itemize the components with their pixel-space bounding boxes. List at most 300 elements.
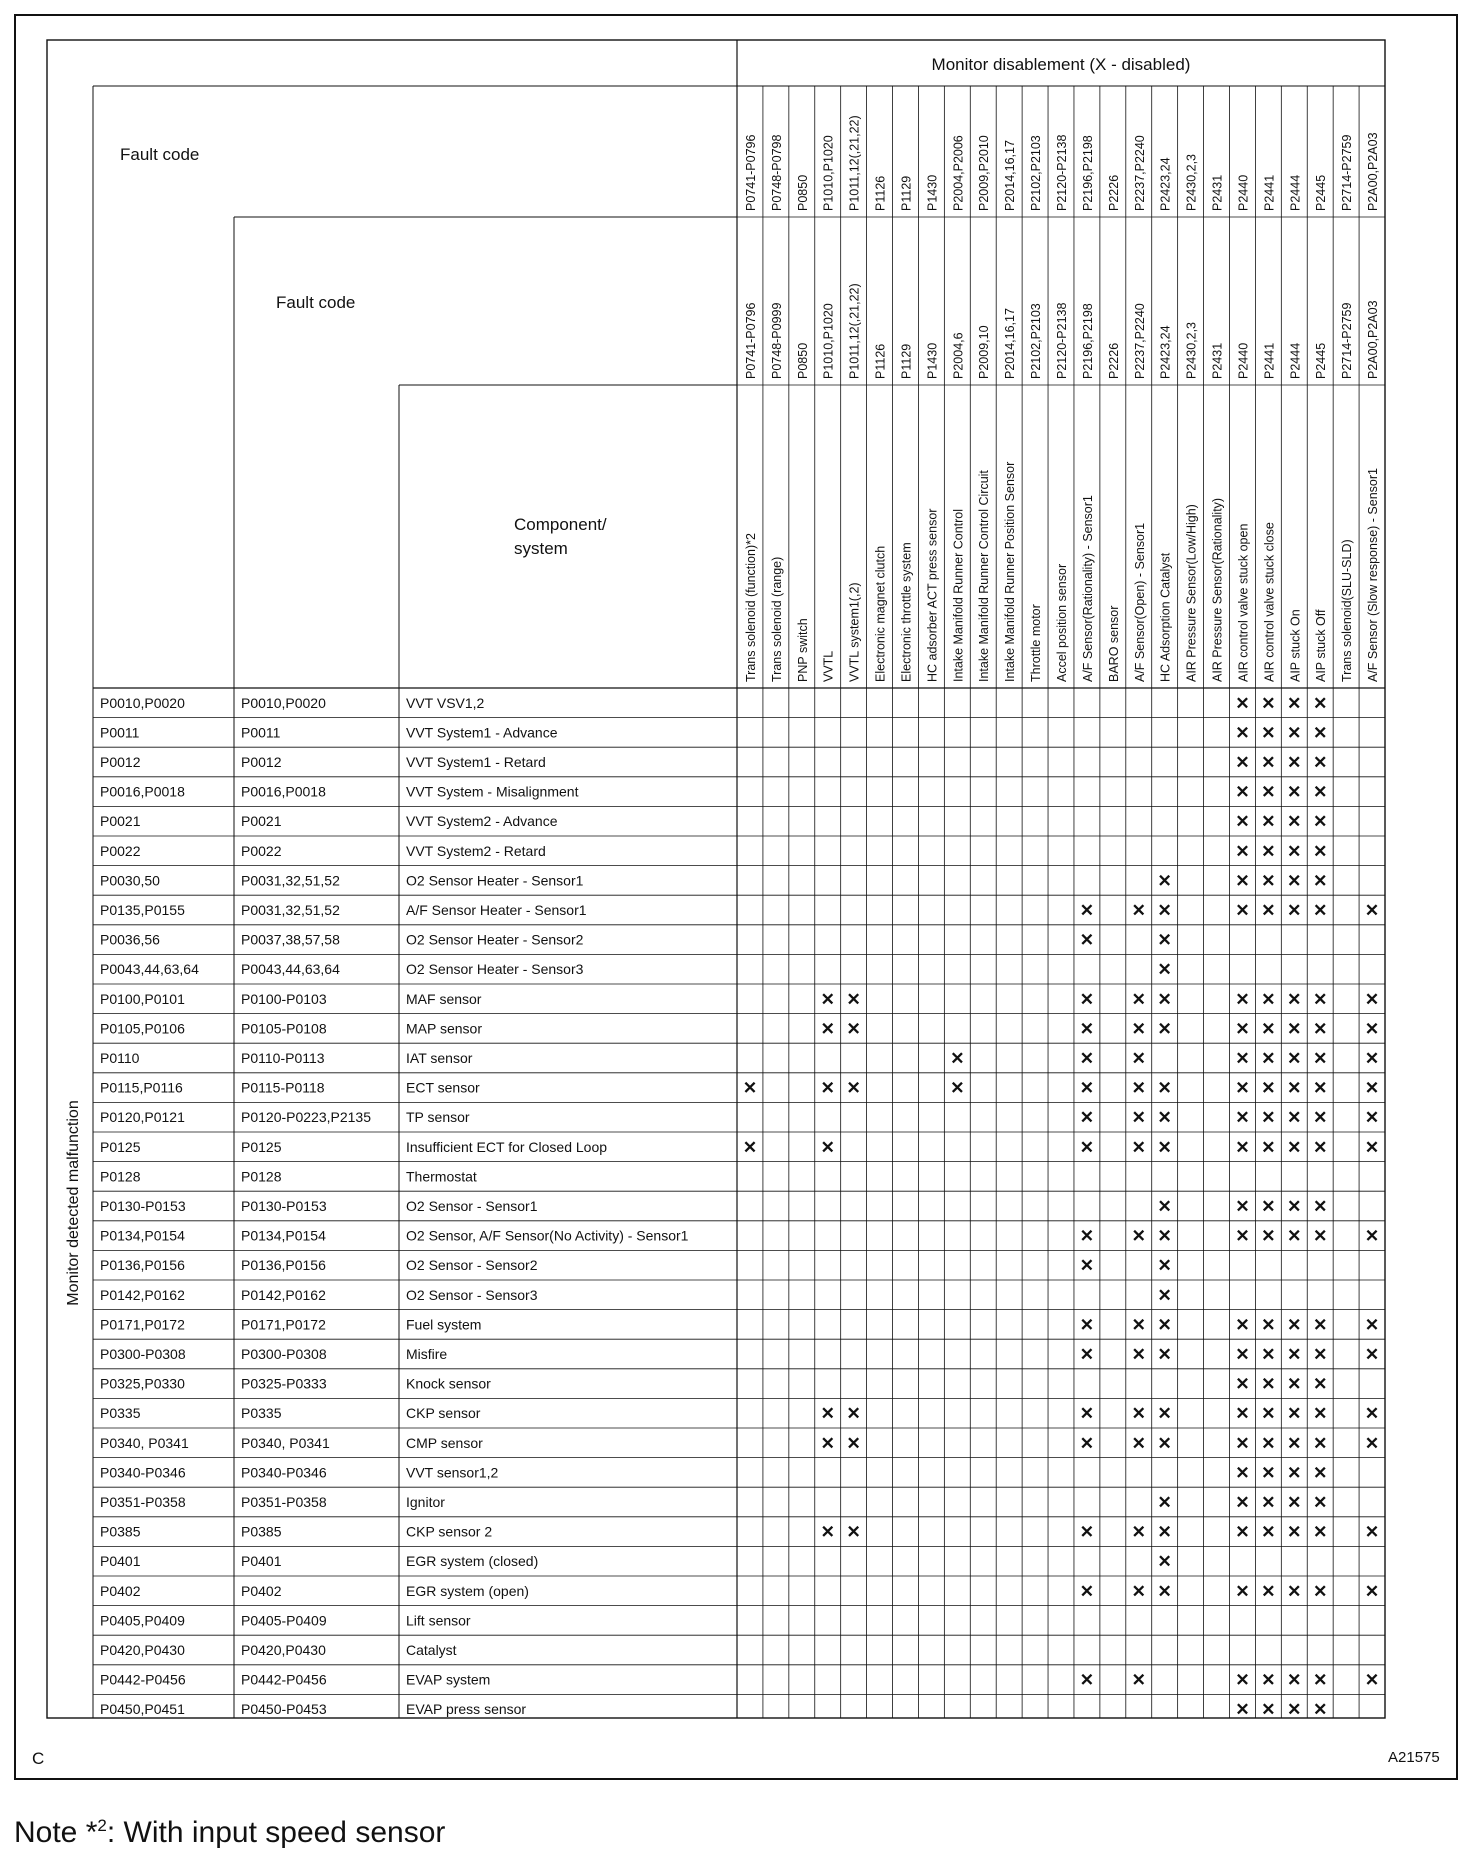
disabled-mark: ✕ (1261, 1670, 1276, 1690)
disabled-mark: ✕ (1235, 1049, 1250, 1068)
disabled-mark: ✕ (1157, 1522, 1172, 1542)
disabled-mark: ✕ (1235, 841, 1250, 861)
row-fault-code: P0450,P0451 (100, 1701, 185, 1718)
disabled-mark: ✕ (1235, 989, 1250, 1009)
column-code-1: P1011,12(,21,22) (847, 115, 862, 211)
disabled-mark: ✕ (1261, 841, 1276, 861)
disabled-mark: ✕ (846, 1078, 861, 1098)
column-code-2: P2714-P2759 (1340, 302, 1355, 379)
column-code-2: P2444 (1288, 342, 1303, 379)
disabled-mark: ✕ (1235, 1226, 1250, 1246)
disabled-mark: ✕ (1287, 723, 1302, 743)
row-fault-code: P0010,P0020 (100, 694, 185, 711)
disabled-mark: ✕ (1287, 1522, 1302, 1542)
disabled-mark: ✕ (1313, 1493, 1328, 1512)
disabled-mark: ✕ (1131, 1433, 1146, 1453)
row-fault-code: P0340, P0341 (100, 1434, 189, 1451)
disabled-mark: ✕ (1261, 1522, 1276, 1542)
disabled-mark: ✕ (1131, 1581, 1146, 1601)
disabled-mark: ✕ (1157, 1019, 1172, 1039)
row-component: EVAP press sensor (406, 1701, 527, 1718)
figure-reference-code: A21575 (1388, 1749, 1440, 1766)
disabled-mark: ✕ (1131, 1226, 1146, 1246)
row-fault-subcode: P0402 (241, 1582, 282, 1599)
column-code-2: P0850 (795, 342, 810, 379)
column-component-name: Trans solenoid (range) (769, 556, 784, 682)
row-component: VVT VSV1,2 (406, 694, 485, 711)
disabled-mark: ✕ (1313, 1581, 1328, 1601)
row-fault-code: P0036,56 (100, 931, 160, 948)
disabled-mark: ✕ (1287, 901, 1302, 920)
disabled-mark: ✕ (820, 1433, 835, 1453)
column-code-2: P2445 (1314, 342, 1329, 379)
disabled-mark: ✕ (1313, 1670, 1328, 1690)
disabled-mark: ✕ (1287, 1670, 1302, 1690)
disabled-mark: ✕ (1131, 1108, 1146, 1128)
column-code-2: P1129 (899, 343, 914, 379)
disabled-mark: ✕ (1079, 1315, 1095, 1335)
disabled-mark: ✕ (1287, 989, 1302, 1009)
disabled-mark: ✕ (1313, 1078, 1328, 1098)
disabled-mark: ✕ (1079, 1226, 1095, 1246)
disabled-mark: ✕ (1313, 1049, 1328, 1068)
disabled-mark: ✕ (1364, 1433, 1380, 1453)
disabled-mark: ✕ (1287, 1404, 1302, 1424)
disabled-mark: ✕ (1313, 1463, 1328, 1483)
disabled-mark: ✕ (1364, 1137, 1380, 1157)
column-component-name: Intake Manifold Runner Control (951, 508, 966, 682)
row-component: Fuel system (406, 1316, 482, 1333)
row-fault-subcode: P0351-P0358 (241, 1494, 327, 1510)
disabled-mark: ✕ (1235, 1137, 1250, 1157)
column-code-1: P2430,2,3 (1184, 154, 1199, 211)
row-component: Knock sensor (406, 1375, 491, 1392)
row-fault-subcode: P0022 (241, 842, 282, 859)
row-component: O2 Sensor - Sensor1 (406, 1198, 538, 1214)
row-fault-code: P0136,P0156 (100, 1257, 185, 1274)
disabled-mark: ✕ (1364, 1670, 1380, 1690)
row-component: O2 Sensor Heater - Sensor2 (406, 931, 584, 948)
disabled-mark: ✕ (1235, 1108, 1250, 1128)
column-code-1: P2A00,P2A03 (1366, 132, 1381, 211)
disabled-mark: ✕ (820, 1019, 835, 1039)
column-code-2: P2004,6 (951, 332, 966, 379)
disabled-mark: ✕ (1287, 812, 1302, 832)
disabled-mark: ✕ (1157, 1226, 1172, 1246)
disabled-mark: ✕ (1313, 1315, 1328, 1335)
row-fault-code: P0011 (100, 724, 140, 741)
disabled-mark: ✕ (1235, 1670, 1250, 1690)
row-fault-subcode: P0010,P0020 (241, 694, 326, 711)
row-component: EGR system (closed) (406, 1553, 539, 1570)
disabled-mark: ✕ (1235, 1493, 1250, 1512)
disabled-mark: ✕ (1313, 1108, 1328, 1128)
disabled-mark: ✕ (1235, 871, 1250, 891)
row-component: Misfire (406, 1346, 448, 1362)
row-fault-subcode: P0134,P0154 (241, 1227, 326, 1244)
row-fault-code: P0335 (100, 1405, 141, 1422)
row-fault-code: P0012 (100, 754, 141, 770)
note-text: : With input speed sensor (106, 1816, 446, 1849)
row-fault-code: P0171,P0172 (100, 1316, 185, 1333)
column-code-1: P2714-P2759 (1340, 134, 1355, 211)
disabled-mark: ✕ (846, 1433, 861, 1453)
disabled-mark: ✕ (1261, 1581, 1276, 1601)
column-code-2: P2237,P2240 (1132, 303, 1147, 379)
row-component: TP sensor (406, 1109, 470, 1126)
column-component-name: VVTL system1(,2) (847, 582, 862, 682)
row-fault-subcode: P0021 (241, 813, 282, 830)
row-fault-subcode: P0043,44,63,64 (241, 961, 340, 978)
row-component: VVT System2 - Retard (406, 842, 546, 859)
column-code-1: P2102,P2103 (1029, 135, 1044, 211)
row-fault-subcode: P0130-P0153 (241, 1198, 327, 1214)
disabled-mark: ✕ (1287, 1581, 1302, 1601)
disabled-mark: ✕ (1131, 989, 1146, 1009)
disabled-mark: ✕ (1079, 1433, 1095, 1453)
disabled-mark: ✕ (1313, 753, 1328, 772)
column-code-1: P0850 (795, 174, 810, 211)
disabled-mark: ✕ (1287, 1049, 1302, 1068)
disabled-mark: ✕ (1261, 1493, 1276, 1512)
column-code-1: P2440 (1236, 174, 1251, 211)
disabled-mark: ✕ (1287, 1493, 1302, 1512)
disabled-mark: ✕ (1287, 1700, 1302, 1720)
row-fault-code: P0105,P0106 (100, 1020, 185, 1037)
disabled-mark: ✕ (1157, 1285, 1172, 1305)
disabled-mark: ✕ (1157, 989, 1172, 1009)
row-component: Lift sensor (406, 1612, 471, 1629)
column-component-name: AIR Pressure Sensor(Rationality) (1210, 497, 1225, 682)
disabled-mark: ✕ (1313, 901, 1328, 920)
column-component-name: AIR control valve stuck close (1262, 522, 1277, 682)
row-component: VVT System1 - Retard (406, 754, 546, 770)
component-header-2: system (514, 539, 568, 558)
disabled-mark: ✕ (1235, 1433, 1250, 1453)
disabled-mark: ✕ (1313, 1522, 1328, 1542)
column-code-1: P2441 (1262, 174, 1277, 211)
column-component-name: A/F Sensor(Rationality) - Sensor1 (1080, 495, 1095, 682)
row-fault-subcode: P0031,32,51,52 (241, 902, 340, 918)
disabled-mark: ✕ (1157, 901, 1172, 920)
disabled-mark: ✕ (1235, 1078, 1250, 1098)
column-component-name: Intake Manifold Runner Position Sensor (1003, 461, 1018, 682)
row-fault-subcode: P0136,P0156 (241, 1257, 326, 1274)
column-code-1: P2196,P2198 (1080, 135, 1095, 211)
corner-letter: C (32, 1749, 45, 1768)
side-label: Monitor detected malfunction (65, 1100, 82, 1306)
column-code-2: P2196,P2198 (1080, 303, 1095, 379)
row-component: Thermostat (406, 1168, 477, 1185)
disabled-mark: ✕ (1313, 1700, 1328, 1720)
disabled-mark: ✕ (1157, 1256, 1172, 1276)
disabled-mark: ✕ (1157, 1078, 1172, 1098)
disabled-mark: ✕ (1157, 960, 1172, 980)
row-component: MAP sensor (406, 1020, 482, 1037)
column-code-2: P2441 (1262, 342, 1277, 379)
row-fault-code: P0351-P0358 (100, 1494, 186, 1510)
row-component: VVT System1 - Advance (406, 724, 558, 741)
disabled-mark: ✕ (1157, 871, 1172, 891)
row-component: EGR system (open) (406, 1582, 529, 1599)
row-fault-subcode: P0031,32,51,52 (241, 872, 340, 889)
row-component: IAT sensor (406, 1050, 473, 1066)
row-fault-code: P0043,44,63,64 (100, 961, 199, 978)
column-code-2: P2014,16,17 (1003, 308, 1018, 379)
disabled-mark: ✕ (1261, 1049, 1276, 1068)
disabled-mark: ✕ (1131, 1019, 1146, 1039)
disabled-mark: ✕ (1261, 1404, 1276, 1424)
row-fault-code: P0115,P0116 (100, 1079, 183, 1096)
row-fault-code: P0125 (100, 1138, 141, 1155)
disabled-mark: ✕ (1287, 1345, 1302, 1364)
disabled-mark: ✕ (1313, 1433, 1328, 1453)
row-fault-code: P0130-P0153 (100, 1198, 186, 1214)
disabled-mark: ✕ (1287, 1019, 1302, 1039)
row-fault-code: P0442-P0456 (100, 1671, 186, 1688)
disabled-mark: ✕ (1313, 1404, 1328, 1424)
disabled-mark: ✕ (1364, 1522, 1380, 1542)
row-fault-subcode: P0450-P0453 (241, 1701, 327, 1718)
column-code-1: P0748-P0798 (769, 134, 784, 211)
disabled-mark: ✕ (1287, 693, 1302, 713)
column-code-2: P1010,P1020 (821, 303, 836, 379)
column-code-1: P1430 (925, 174, 940, 211)
row-fault-code: P0142,P0162 (100, 1286, 185, 1303)
disabled-mark: ✕ (1364, 1404, 1380, 1424)
disabled-mark: ✕ (1131, 1522, 1146, 1542)
disabled-mark: ✕ (1261, 782, 1276, 802)
disabled-mark: ✕ (1261, 1433, 1276, 1453)
row-fault-subcode: P0442-P0456 (241, 1671, 327, 1688)
disabled-mark: ✕ (1261, 1226, 1276, 1246)
disabled-mark: ✕ (1364, 901, 1380, 920)
disabled-mark: ✕ (1235, 693, 1250, 713)
disabled-mark: ✕ (1235, 1374, 1250, 1394)
column-component-name: A/F Sensor(Open) - Sensor1 (1132, 522, 1147, 682)
disabled-mark: ✕ (1287, 1433, 1302, 1453)
disabled-mark: ✕ (1287, 782, 1302, 802)
disabled-mark: ✕ (1261, 1019, 1276, 1039)
disabled-mark: ✕ (1079, 1078, 1095, 1098)
disabled-mark: ✕ (1079, 1345, 1095, 1364)
disabled-mark: ✕ (820, 1078, 835, 1098)
row-fault-subcode: P0340-P0346 (241, 1464, 327, 1481)
footnote (14, 1816, 445, 1850)
row-component: CKP sensor 2 (406, 1523, 493, 1540)
row-fault-code: P0405,P0409 (100, 1612, 185, 1629)
row-fault-code: P0030,50 (100, 872, 160, 889)
disabled-mark: ✕ (1131, 1049, 1146, 1068)
disabled-mark: ✕ (1235, 782, 1250, 802)
disabled-mark: ✕ (1131, 1315, 1146, 1335)
note-superscript: 2 (97, 1816, 107, 1835)
disabled-mark: ✕ (1235, 753, 1250, 772)
disabled-mark: ✕ (1313, 1019, 1328, 1039)
disabled-mark: ✕ (1079, 1522, 1095, 1542)
disabled-mark: ✕ (742, 1137, 758, 1157)
disabled-mark: ✕ (1079, 1404, 1095, 1424)
row-component: O2 Sensor, A/F Sensor(No Activity) - Sensor1 (406, 1227, 689, 1244)
row-fault-subcode: P0128 (241, 1168, 282, 1185)
row-fault-code: P0022 (100, 842, 141, 859)
column-code-1: P2226 (1106, 174, 1121, 211)
disabled-mark: ✕ (1313, 693, 1328, 713)
column-code-1: P2014,16,17 (1003, 140, 1018, 211)
row-component: Ignitor (406, 1494, 445, 1510)
disabled-mark: ✕ (1157, 1493, 1172, 1512)
disabled-mark: ✕ (1131, 1670, 1146, 1690)
row-fault-code: P0402 (100, 1582, 141, 1599)
disabled-mark: ✕ (1287, 1197, 1302, 1216)
disabled-mark: ✕ (1235, 1019, 1250, 1039)
column-component-name: AIP stuck On (1288, 609, 1303, 682)
disabled-mark: ✕ (1157, 1197, 1172, 1216)
row-fault-subcode: P0011 (241, 724, 281, 741)
disabled-mark: ✕ (1131, 1404, 1146, 1424)
disabled-mark: ✕ (1079, 1256, 1095, 1276)
column-component-name: Electronic throttle system (899, 542, 914, 682)
disabled-mark: ✕ (1313, 723, 1328, 743)
row-fault-code: P0110 (100, 1050, 140, 1066)
row-fault-subcode: P0300-P0308 (241, 1346, 327, 1362)
fault-code-header: Fault code (120, 145, 200, 164)
disabled-mark: ✕ (1313, 1137, 1328, 1157)
row-component: Catalyst (406, 1642, 457, 1658)
disabled-mark: ✕ (1235, 812, 1250, 832)
disabled-mark: ✕ (1287, 1137, 1302, 1157)
disabled-mark: ✕ (1364, 1049, 1380, 1068)
column-code-2: P2A00,P2A03 (1366, 300, 1381, 379)
disabled-mark: ✕ (1157, 1581, 1172, 1601)
column-code-1: P2120-P2138 (1055, 134, 1069, 211)
row-component: VVT System - Misalignment (406, 783, 579, 800)
row-fault-code: P0420,P0430 (100, 1642, 185, 1658)
disabled-mark: ✕ (1364, 1019, 1380, 1039)
row-fault-subcode: P0142,P0162 (241, 1286, 326, 1303)
disabled-mark: ✕ (1157, 1433, 1172, 1453)
row-fault-subcode: P0105-P0108 (241, 1020, 327, 1037)
column-code-1: P1126 (873, 175, 888, 211)
column-code-2: P2440 (1236, 342, 1251, 379)
disabled-mark: ✕ (1287, 1463, 1302, 1483)
disabled-mark: ✕ (1313, 812, 1328, 832)
disabled-mark: ✕ (820, 989, 835, 1009)
disabled-mark: ✕ (1364, 1315, 1380, 1335)
column-component-name: HC Adsorption Catalyst (1158, 552, 1173, 682)
disabled-mark: ✕ (1235, 723, 1250, 743)
row-component: O2 Sensor Heater - Sensor3 (406, 961, 584, 978)
row-component: O2 Sensor Heater - Sensor1 (406, 872, 584, 889)
disabled-mark: ✕ (1261, 723, 1276, 743)
disabled-mark: ✕ (1261, 753, 1276, 772)
column-component-name: Throttle motor (1029, 604, 1044, 682)
disabled-mark: ✕ (1261, 1463, 1276, 1483)
column-component-name: Intake Manifold Runner Control Circuit (977, 470, 992, 682)
row-component: VVT System2 - Advance (406, 813, 558, 830)
column-code-2: P0748-P0999 (769, 302, 784, 379)
disabled-mark: ✕ (1364, 1226, 1380, 1246)
disabled-mark: ✕ (1235, 1197, 1250, 1216)
column-component-name: A/F Sensor (Slow response) - Sensor1 (1366, 468, 1381, 682)
disabled-mark: ✕ (1079, 930, 1095, 950)
disabled-mark: ✕ (1364, 1345, 1380, 1364)
row-fault-subcode: P0325-P0333 (241, 1375, 327, 1392)
column-code-2: P0741-P0796 (743, 302, 758, 379)
disabled-mark: ✕ (1287, 1108, 1302, 1128)
disabled-mark: ✕ (1313, 871, 1328, 891)
disabled-mark: ✕ (1261, 1345, 1276, 1364)
disabled-mark: ✕ (1313, 1374, 1328, 1394)
column-code-2: P2423,24 (1158, 325, 1173, 379)
row-component: O2 Sensor - Sensor2 (406, 1257, 538, 1274)
row-fault-subcode: P0115-P0118 (241, 1079, 325, 1096)
note-prefix: Note * (14, 1816, 98, 1849)
row-fault-subcode: P0420,P0430 (241, 1642, 326, 1658)
row-fault-code: P0401 (100, 1553, 141, 1570)
column-code-2: P2120-P2138 (1055, 302, 1069, 379)
column-code-1: P2444 (1288, 174, 1303, 211)
row-fault-code: P0340-P0346 (100, 1464, 186, 1481)
row-fault-subcode: P0340, P0341 (241, 1434, 330, 1451)
disabled-mark: ✕ (1313, 841, 1328, 861)
disabled-mark: ✕ (1364, 1108, 1380, 1128)
fault-code-subheader: Fault code (276, 293, 356, 312)
column-code-1: P2009,P2010 (977, 135, 992, 211)
disabled-mark: ✕ (1235, 1315, 1250, 1335)
column-component-name: Accel position sensor (1055, 563, 1069, 682)
disabled-mark: ✕ (1235, 1463, 1250, 1483)
disabled-mark: ✕ (1157, 1108, 1172, 1128)
disabled-mark: ✕ (1235, 1700, 1250, 1720)
disabled-mark: ✕ (1261, 1700, 1276, 1720)
disabled-mark: ✕ (1261, 901, 1276, 920)
column-code-2: P2009,10 (977, 325, 992, 379)
row-component: ECT sensor (406, 1079, 480, 1096)
row-component: VVT sensor1,2 (406, 1464, 499, 1481)
disabled-mark: ✕ (742, 1078, 758, 1098)
disabled-mark: ✕ (820, 1137, 835, 1157)
column-component-name: VVTL (821, 650, 836, 682)
disabled-mark: ✕ (1287, 1374, 1302, 1394)
disabled-mark: ✕ (1235, 901, 1250, 920)
column-code-2: P2431 (1210, 342, 1225, 379)
disabled-mark: ✕ (1079, 1108, 1095, 1128)
disabled-mark: ✕ (1261, 1108, 1276, 1128)
row-fault-code: P0300-P0308 (100, 1346, 186, 1362)
disabled-mark: ✕ (950, 1078, 965, 1098)
disabled-mark: ✕ (1261, 871, 1276, 891)
disabled-mark: ✕ (1313, 782, 1328, 802)
disabled-mark: ✕ (1364, 1078, 1380, 1098)
disabled-mark: ✕ (1261, 1137, 1276, 1157)
column-component-name: HC adsorber ACT press sensor (925, 508, 940, 682)
column-code-1: P2445 (1314, 174, 1329, 211)
disabled-mark: ✕ (950, 1049, 965, 1068)
disabled-mark: ✕ (1313, 1197, 1328, 1216)
column-code-1: P2004,P2006 (951, 135, 966, 211)
row-fault-subcode: P0120-P0223,P2135 (241, 1109, 371, 1126)
row-fault-subcode: P0037,38,57,58 (241, 931, 340, 948)
disabled-mark: ✕ (846, 1404, 861, 1424)
disabled-mark: ✕ (1235, 1345, 1250, 1364)
disabled-mark: ✕ (846, 989, 861, 1009)
disabled-mark: ✕ (1261, 1315, 1276, 1335)
row-fault-code: P0021 (100, 813, 141, 830)
column-component-name: AIR Pressure Sensor(Low/High) (1184, 504, 1199, 682)
column-code-2: P1430 (925, 342, 940, 379)
row-component: O2 Sensor - Sensor3 (406, 1286, 538, 1303)
